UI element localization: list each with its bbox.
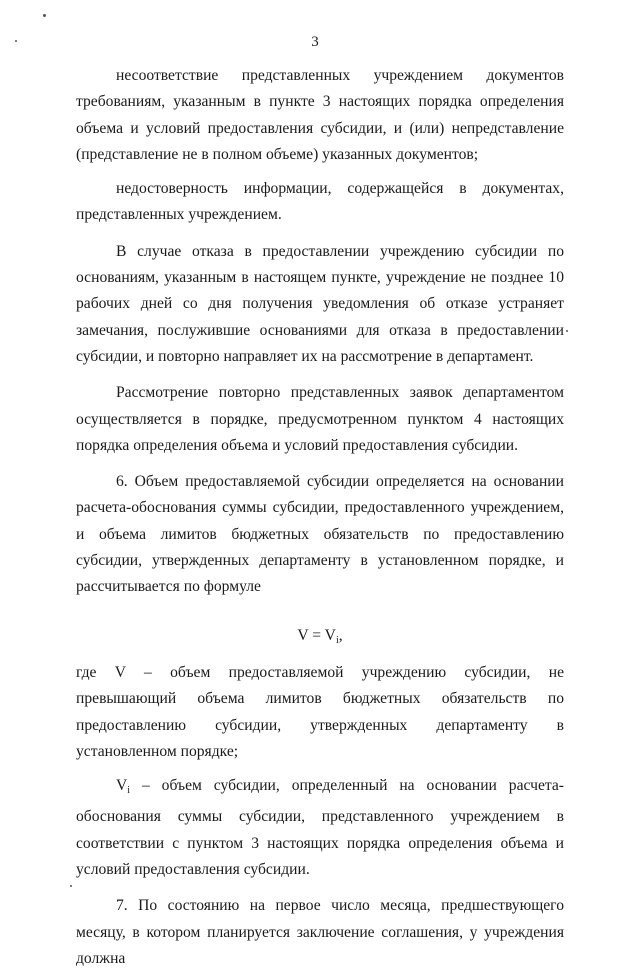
scan-speck xyxy=(70,885,72,887)
scan-speck xyxy=(566,330,568,332)
paragraph-2-first-line: недостоверность информации, содержащейся в документах, xyxy=(116,180,564,198)
paragraph-refusal: В случае отказа в предоставлении учреждению субсидии по основаниям, указанным в настоящем пункте, учреждение не позднее 10 рабочих дней со дня получения уведомления об отказе устраняет замечания, послужившие основаниями для отказа в предоставлении субсидии, и повторно направляет их на рассмотрение в департамент. xyxy=(76,242,564,365)
paragraph-review: Рассмотрение повторно представленных заявок департаментом осуществляется в порядке, предусмотренном пунктом 4 настоящих порядка определения объема и условий предоставления субсидии. xyxy=(76,384,564,454)
vi-symbol: V xyxy=(116,777,128,795)
vi-subscript: i xyxy=(127,785,131,797)
formula-subscript: i xyxy=(335,634,339,646)
paragraph-vi xyxy=(76,773,564,883)
formula-lhs: V = V xyxy=(297,626,336,644)
scan-speck xyxy=(15,40,17,42)
formula xyxy=(76,623,564,654)
paragraph-2-rest: представленных учреждением. xyxy=(76,206,282,224)
paragraph-item-7: 7. По состоянию на первое число месяца, предшествующего месяцу, в котором планируется заключение соглашения, у учреждения должна xyxy=(76,897,564,967)
vi-text: – объем субсидии, определенный на основании расчета-обоснования суммы субсидии, представленного учреждением в соответствии с пунктом 3 настоящих порядка определения объема и условий предоставления субсидии. xyxy=(76,777,564,879)
formula-suffix: , xyxy=(338,626,343,644)
paragraph-item-6: 6. Объем предоставляемой субсидии определяется на основании расчета-обоснования суммы субсидии, предоставленного учреждением, и объема лимитов бюджетных обязательств по предоставлению субсидии, утвержденных департаменту в установленном порядке, и рассчитывается по формуле xyxy=(76,473,564,596)
page-number: 3 xyxy=(311,34,319,50)
document-body xyxy=(76,63,564,972)
paragraph-where-v: где V – объем предоставляемой учреждению субсидии, не превышающий объема лимитов бюджетных обязательств по предоставлению субсидии, утвержденных департаменту в установленном порядке; xyxy=(76,663,564,760)
scan-speck xyxy=(43,14,46,17)
paragraph-1-first-line: несоответствие представленных учреждением документов xyxy=(116,67,564,84)
paragraph-1-rest: требованиям, указанным в пункте 3 настоящих порядка определения объема и условий предоставления субсидии, и (или) непредставление (представление не в полном объеме) указанных документов; xyxy=(76,93,564,163)
